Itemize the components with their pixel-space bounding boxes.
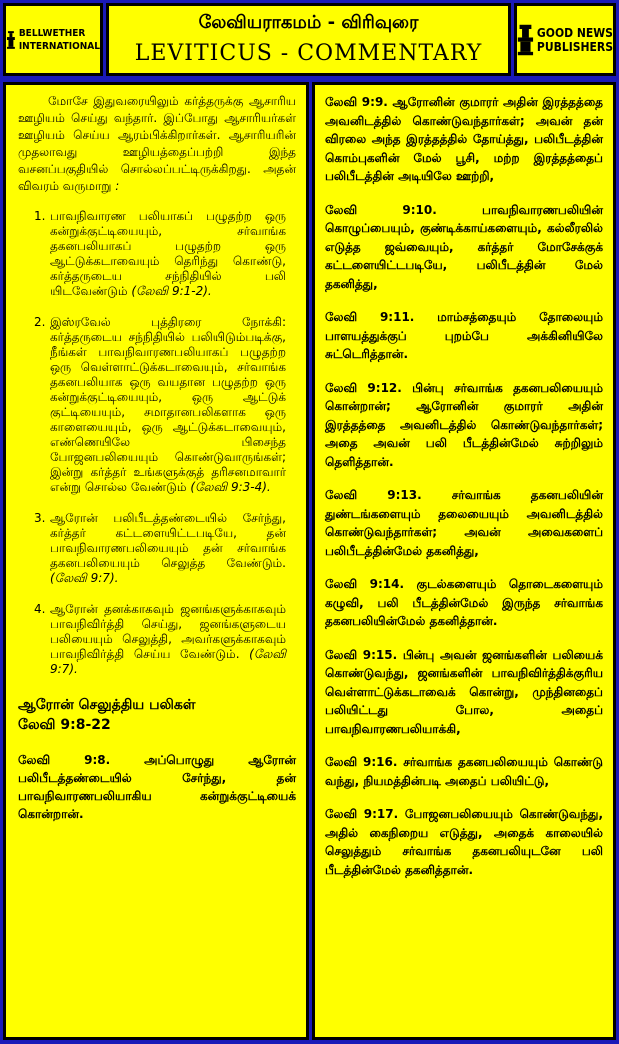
right-logo-line1: GOOD NEWS [536, 25, 613, 40]
verse-paragraph: லேவி 9:14. குடல்களையும் தொடைகளையும் கழுவி, பலி பீடத்தின்மேல் இருந்த சர்வாங்க தகனபலியின்மேல் தகனித்தான். [325, 577, 603, 628]
list-item-text [50, 315, 296, 495]
verse-paragraph: லேவி 9:17. போஜனபலியையும் கொண்டுவந்து, அதில் கைநிறைய எடுத்து, அதைக் காலையில் செலுத்தும் சர்வாங்க தகனபலியுடனே பலி பீடத்தின்மேல் தகனித்தான். [325, 807, 603, 877]
list-item [18, 315, 296, 495]
page-title-english: LEVITICUS - COMMENTARY [134, 41, 483, 66]
section-reference: லேவி 9:8-22 [18, 717, 111, 733]
list-item [18, 602, 296, 677]
page-title-tamil: லேவியராகமம் - விரிவுரை [198, 12, 419, 33]
bellwether-ram-icon [6, 20, 16, 60]
intro-paragraph [18, 93, 296, 195]
section-title: ஆரோன் செலுத்திய பலிகள் [18, 697, 196, 713]
list-item-body: இஸ்ரவேல் புத்திரரை நோக்கி: கர்த்தருடைய சந்நிதியில் பலியிடும்படிக்கு, நீங்கள் பாவநிவாரணபலியாகப் பழுதற்ற ஒரு வெள்ளாட்டுக்கடாவையும், சர்வாங்க தகனபலியாக ஒரு வயதான பழுதற்ற ஒரு கன்றுக்குட்டியையும், ஒரு ஆட்டுக் குட்டியையும், சமாதானபலிகளாக ஒரு காளையையும், ஒரு ஆட்டுக்கடாவையும், எண்ணெயிலே பிசைந்த போஜனபலியையும் கொண்டுவாருங்கள்; இன்று கர்த்தர் உங்களுக்குத் தரிசனமாவார் என்று சொல்ல வேண்டும் [50, 315, 286, 494]
bellwether-logo-text [19, 27, 100, 53]
title-box [106, 3, 511, 76]
list-item [18, 209, 296, 299]
intro-text: மோசே இதுவரையிலும் கர்த்தருக்கு ஆசாரிய ஊழியம் செய்து வந்தார். இப்போது ஆசாரியர்கள் ஊழியம் செய்ய ஆரம்பிக்கிறார்கள். ஆசாரியரின் முதலாவது ஊழியத்தைப்பற்றி இந்த வசனப்பகுதியில் சொல்லப்பட்டிருக்கிறது. அதன் விவரம் வருமாறு [18, 94, 296, 193]
good-news-logo-text [537, 26, 613, 54]
right-logo-line2: PUBLISHERS [536, 39, 613, 54]
list-item-number: 2. [34, 315, 46, 329]
verse-reference: (லேவி 9:7). [50, 647, 286, 676]
verse-paragraph: லேவி 9:12. பின்பு சர்வாங்க தகனபலியையும் கொன்றான்; ஆரோனின் குமாரர் அதின் இரத்தத்தை அவனிடத்தில் கொண்டுவந்தார்கள்; அதை அவன் பலி பீடத்தின்மேல் சுற்றிலும் தெளித்தான். [325, 380, 603, 469]
list-item-number: 4. [34, 602, 46, 616]
left-column [3, 82, 309, 1040]
list-item-body: ஆரோன் தனக்காகவும் ஜனங்களுக்காகவும் பாவநிவிர்த்தி செய்து, ஜனங்களுடைய பலியையும் செலுத்தி, அவர்களுக்காகவும் பாவநிவிர்த்தி செய்ய வேண்டும். [50, 602, 286, 661]
list-item [18, 511, 296, 586]
verse-reference: (லேவி 9:1-2). [131, 284, 212, 298]
requirements-list [18, 209, 296, 677]
good-news-emblem-icon [517, 20, 534, 60]
verse-reference: (லேவி 9:7). [50, 571, 119, 585]
list-item-number: 1. [34, 209, 46, 223]
good-news-logo [514, 3, 616, 76]
verse-paragraph: லேவி 9:11. மாம்சத்தையும் தோலையும் பாளயத்துக்குப் புறம்பே அக்கினியிலே சுட்டெரித்தான். [325, 310, 603, 361]
list-item-text [50, 602, 296, 677]
header [3, 3, 616, 76]
right-column [312, 82, 616, 1040]
verse-reference: (லேவி 9:3-4). [190, 480, 271, 494]
bellwether-logo [3, 3, 103, 76]
list-item-number: 3. [34, 511, 46, 525]
left-logo-line2: INTERNATIONAL [18, 40, 100, 52]
verse-paragraph: லேவி 9:8. அப்பொழுது ஆரோன் பலிபீடத்தண்டையில் சேர்ந்து, தன் பாவநிவாரணபலியாகிய கன்றுக்குட்டியைக் கொன்றான். [18, 753, 296, 821]
list-item-text [50, 209, 296, 299]
list-item-text [50, 511, 296, 586]
verse-paragraph: லேவி 9:10. பாவநிவாரணபலியின் கொழுப்பையும், குண்டிக்காய்களையும், கல்லீரலில் எடுத்த ஜவ்வையும், கர்த்தர் மோசேக்குக் கட்டளையிட்டபடியே, பலிபீடத்தின் மேல் தகனித்து, [325, 202, 603, 291]
verse-paragraph: லேவி 9:16. சர்வாங்க தகனபலியையும் கொண்டு வந்து, நியமத்தின்படி அதைப் பலியிட்டு, [325, 755, 603, 788]
verse-paragraph: லேவி 9:13. சர்வாங்க தகனபலியின் துண்டங்களையும் தலையையும் அவனிடத்தில் கொண்டுவந்தார்கள்; அவன் அவைகளைப் பலிபீடத்தின்மேல் தகனித்து, [325, 488, 603, 558]
left-logo-line1: BELLWETHER [18, 27, 86, 39]
list-item-body: பாவநிவாரண பலியாகப் பழுதற்ற ஒரு கன்றுக்குட்டியையும், சர்வாங்க தகனபலியாகப் பழுதற்ற ஒரு ஆட்டுக்கடாவையும் தெரிந்து கொண்டு, கர்த்தருடைய சந்நிதியில் பலி யிடவேண்டும் [50, 209, 286, 298]
intro-colon: : [111, 179, 120, 193]
list-item-body: ஆரோன் பலிபீடத்தண்டையில் சேர்ந்து, கர்த்தர் கட்டளையிட்டபடியே, தன் பாவநிவாரணபலியையும் தன் சர்வாங்க தகனபலியையும் செலுத்த வேண்டும். [50, 511, 286, 570]
verse-paragraph: லேவி 9:15. பின்பு அவன் ஜனங்களின் பலியைக் கொண்டுவந்து, ஜனங்களின் பாவநிவிர்த்திக்குரிய வெள்ளாட்டுக்கடாவைக் கொன்று, முந்தினதைப் பலியிட்டது போல, அதைப் பாவநிவாரணபலியாக்கி, [325, 647, 603, 736]
verse-paragraph: லேவி 9:9. ஆரோனின் குமாரர் அதின் இரத்தத்தை அவனிடத்தில் கொண்டுவந்தார்கள்; அவன் தன் விரலை அந்த இரத்தத்தில் தோய்த்து, பலிபீடத்தின் கொம்புகளின் மேல் பூசி, மற்ற இரத்தத்தைப் பலிபீடத்தின் அடியிலே ஊற்றி, [325, 95, 603, 183]
